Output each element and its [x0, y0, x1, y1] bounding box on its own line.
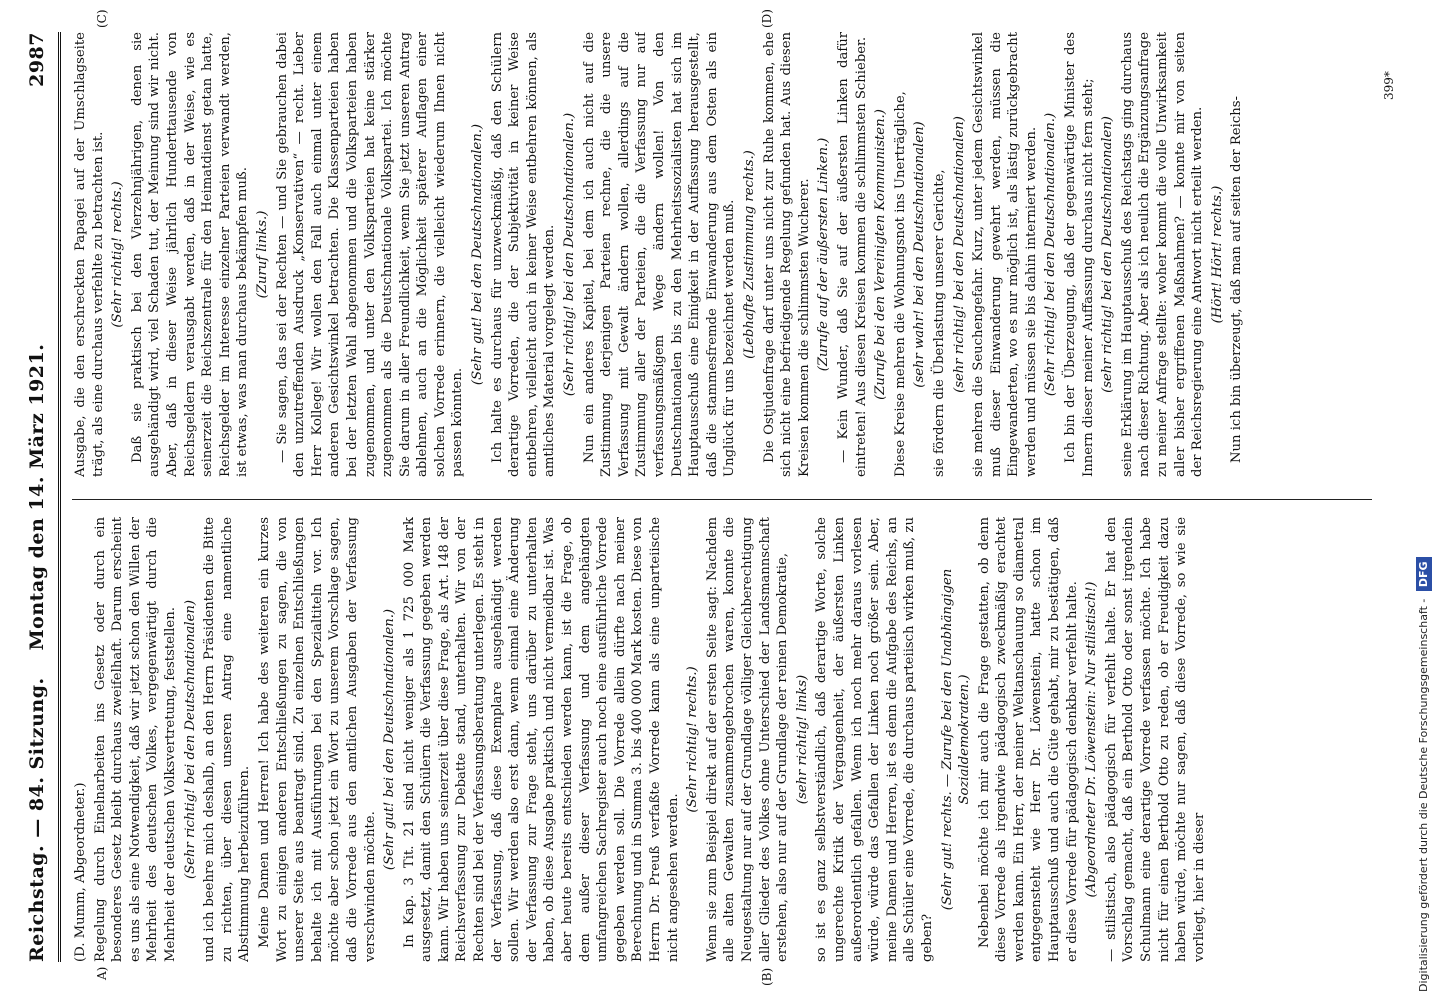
- interjection: (Zuruf links.): [254, 210, 270, 299]
- interjection: (Zurufe bei den Vereinigten Kommunisten.): [873, 109, 889, 400]
- paragraph: Ich halte es durchaus für unzweckmäßig, daß den Schülern derartige Vorreden, die der Subjektivität in keiner Weise entbehren, vielleicht auch in keiner Weise entbehren können, als amtliches Material vorgelegt werden.: [489, 32, 558, 477]
- paragraph: — Sie sagen, das sei der Rechten — und Sie gebrauchen dabei den unzutreffenden Ausdruck „Konservativen“ — recht. Lieber Herr Kollege! Wir wollen den Fall auch einmal unter einem anderen Gesichtswinkel betrachten. Die Klassenparteien haben bei der letzten Wahl abgenommen und die Volksparteien haben zugenommen, und unter den Volksparteien hat keine stärker zugenommen als die Deutschnationale Volkspartei. Ich möchte Sie darum in aller Freundlichkeit, wenn Sie jetzt unseren Antrag ablehnen, auch an die Möglichkeit späterer Auflagen einer solchen Vorrede erinnern, die vielleicht wiederum Ihnen nicht passen könnten.: [274, 32, 466, 477]
- header-session-title: Reichstag. — 84. Sitzung.: [26, 677, 48, 962]
- paragraph: Nun ich bin überzeugt, daß man auf seiten der Reichs-: [1229, 96, 1245, 463]
- interjection: (Zurufe auf der äußersten Linken.): [816, 137, 832, 372]
- header-date: Montag den 14. März 1921.: [26, 343, 48, 651]
- page-header: [18, 32, 61, 962]
- paragraph: und ich beehre mich deshalb, an den Herrn Präsidenten die Bitte zu richten, über diesen unseren Antrag eine namentliche Abstimmung herbeizuführen.: [202, 517, 253, 962]
- interjection: (Sehr richtig! bei den Deutschnationalen): [182, 599, 198, 880]
- interjection: (Sehr richtig! rechts.): [110, 181, 126, 328]
- text-column-left: [72, 517, 1372, 962]
- interjection: (sehr richtig! bei den Deutschnationalen): [951, 116, 967, 393]
- paragraph: In Kap. 3 Tit. 21 sind nicht weniger als 1 725 000 Mark ausgesetzt, damit den Schülern die Verfassung gegeben werden kann. Wir haben uns seinerzeit über diese Frage, als Art. 148 der Reichsverfassung zur Debatte stand, unterhalten. Wir von der Rechten sind bei der Verfassungsberatung unterlegen. Es steht in der Verfassung, daß diese Exemplare ausgehändigt werden sollen. Wir werden also erst dann, wenn einmal eine Änderung der Verfassung zur Frage steht, uns darüber zu unterhalten haben, ob diese Ausgabe praktisch und nicht vermeidbar ist. Was aber heute bereits entschieden werden kann, ist die Frage, ob dem außer dieser Verfassung und dem angehängten umfangreichen Sachregister auch noch eine ausführliche Vorrede gegeben werden soll. Die Vorrede allein dürfte nach meiner Berechnung und in Summa 3. bis 400 000 Mark kosten. Diese von Herrn Dr. Preuß verfaßte Vorrede kann als eine unparteiische nicht angesehen werden.: [401, 517, 681, 962]
- paragraph: Meine Damen und Herren! Ich habe des weiteren ein kurzes Wort zu einigen anderen Entschließungen zu sagen, die von unserer Seite aus beantragt sind. Zu einzelnen Entschließungen behalte ich mit Ausführungen bei den Spezialtiteln vor. Ich möchte aber schon jetzt ein Wort zu unserem Vorschlage sagen, daß die Vorrede aus den amtlichen Ausgaben der Verfassung verschwinden möchte.: [256, 517, 378, 962]
- credit-text: Digitalisierung gefördert durch die Deutsche Forschungsgemeinschaft -: [1417, 598, 1430, 992]
- digitization-credit-strip: [1414, 0, 1434, 1000]
- margin-marker-d: (D): [760, 9, 774, 28]
- text-column-right: [72, 32, 1372, 477]
- dfg-logo: DFG: [1416, 557, 1432, 591]
- paragraph: so ist es ganz selbstverständlich, daß derartige Worte, solche ungerechte Kritik der Vergangenheit, der äußersten Linken außerordentlich gefallen. Wenn ich noch mehr daraus vorlesen würde, würde das Gefallen der Linken noch größer sein. Aber, meine Damen und Herren, ist es denn die Aufgabe des Reichs, an alle Schüler eine Vorrede, die durchaus parteiisch wirken muß, zu geben?: [814, 517, 935, 962]
- paragraph: Die Ostjudenfrage darf unter uns nicht zur Ruhe kommen, ehe sich nicht eine befriedigende Regelung gefunden hat. Aus diesen Kreisen kommen die schlimmsten Wucherer.: [761, 32, 812, 477]
- interjection: (sehr richtig! bei den Deutschnationalen): [1100, 116, 1116, 393]
- paragraph: Diese Kreise mehren die Wohnungsnot ins Unerträgliche,: [892, 91, 908, 477]
- interjection: (Sehr richtig! rechts.): [685, 666, 701, 813]
- paragraph: Wenn sie zum Beispiel direkt auf der ersten Seite sagt: Nachdem alle alten Gewalten zusammengebrochen waren, konnte die Neugestaltung nur auf der Grundlage völliger Gleichberechtigung aller Glieder des Volkes ohne Unterschied der Landsmannschaft erstehen, also nur auf der Grundlage der reinen Demokratie,: [704, 517, 791, 962]
- margin-marker-a: A): [95, 966, 109, 980]
- paragraph: sie mehren die Seuchengefahr. Kurz, unter jedem Gesichtswinkel muß dieser Einwanderung gewehrt werden, müssen die Eingewanderten, wo es nur möglich ist, als lästig zurückgebracht werden und müssen sie bis dahin interniert werden.: [971, 32, 1039, 477]
- paragraph: Ausgabe, die den erschreckten Papagei auf der Umschlagseite trägt, als eine durchaus verfehlte zu betrachten ist.: [73, 32, 106, 477]
- paragraph: Daß sie praktisch bei den Vierzehnjährigen, denen sie ausgehändigt wird, viel Schaden tut, der Meinung sind wir nicht. Aber, daß in dieser Weise jährlich Hunderttausende von Reichsgeldern verausgabt werden, daß in der Weise, wie es seinerzeit die Reichszentrale für den Heimatdienst getan hatte, Reichsgelder im Interesse einzelner Parteien verwandt werden, ist etwas, was man durchaus bekämpfen muß.: [129, 32, 251, 477]
- interjection: (Sehr gut! bei den Deutschnationalen.): [470, 123, 486, 386]
- interjection: (Hört! Hört! rechts.): [1209, 185, 1225, 324]
- interjection: (Sehr richtig! bei den Deutschnationalen.): [1043, 112, 1059, 397]
- margin-marker-b: (B): [760, 967, 774, 986]
- interjection: (Sehr gut! bei den Deutschnationalen.): [382, 608, 398, 871]
- interjection: (Lebhafte Zustimmung rechts.): [741, 150, 757, 359]
- interjection: (Sehr richtig! bei den Deutschnationalen.): [562, 112, 578, 397]
- interjection: (sehr wahr! bei den Deutschnationalen): [912, 121, 928, 388]
- header-page-number: 2987: [26, 32, 48, 87]
- paragraph: — Kein Wunder, daß Sie auf der äußersten Linken dafür eintreten! Aus diesen Kreisen kommen die schlimmsten Schieber.: [835, 32, 869, 477]
- interjection: (Sehr gut! rechts. — Zurufe bei den Unabhängigen Sozialdemokraten.): [939, 568, 973, 911]
- margin-marker-c: (C): [95, 9, 109, 28]
- paragraph: Nun ein anderes Kapitel, bei dem ich auch nicht auf die Zustimmung derjenigen Parteien rechne, die die unsere Verfassung mit Gewalt ändern wollen, allerdings auf die Zustimmung aller der Parteien, die die Verfassung nur auf verfassungsmäßigem Wege ändern wollen! Von den Deutschnationalen bis zu den Mehrheitssozialisten hat sich im Hauptausschuß eine Einigkeit in der Auffassung herausgestellt, daß die stammesfremde Einwanderung aus dem Osten als ein Unglück für uns bezeichnet werden muß.: [581, 32, 738, 477]
- interjection: (sehr richtig! links): [794, 674, 810, 805]
- paragraph: sie fördern die Überlastung unserer Gerichte,: [931, 169, 947, 477]
- column-divider: [72, 499, 1372, 500]
- page-signature: 399*: [1382, 71, 1396, 100]
- paragraph: Regelung durch Einelnarbeiten ins Gesetz oder durch ein besonderes Gesetz bleibt durchaus zweifelhaft. Darum erscheint es uns als eine Notwendigkeit, daß wir jetzt schon den Willen der Mehrheit des deutschen Volkes, vergegenwärtigt durch die Mehrheit der deutschen Volksvertretung, feststellen.: [92, 517, 178, 962]
- paragraph: — stilistisch, also pädagogisch für verfehlt halte. Er hat den Vorschlag gemacht, daß ein Berthold Otto oder sonst irgendein Schulmann eine derartige Vorrede verfassen möchte. Ich habe nicht für einen Berthold Otto zu reden, ob er Freudigkeit dazu haben würde, möchte nur sagen, daß diese Vorrede, so wie sie vorliegt, hier in dieser: [1103, 517, 1207, 962]
- paragraph: Nebenbei möchte ich mir auch die Frage gestatten, ob denn diese Vorrede als irgendwie pädagogisch zweckmäßig erachtet werden kann. Ein Herr, der meiner Weltanschauung so diametral entgegensteht wie Herr Dr. Löwenstein, hatte schon im Hauptausschuß und auch die Güte gehabt, mir zu bestätigen, daß er diese Vorrede für pädagogisch denkbar verfehlt halte.: [976, 517, 1080, 962]
- interjection: (Abgeordneter Dr. Löwenstein: Nur stilistisch!): [1084, 581, 1100, 898]
- paragraph: seine Erklärung im Hauptausschuß des Reichstags ging durchaus nach dieser Richtung. Aber als ich neulich die Ergänzungsanfrage zu meiner Anfrage stellte: woher kommt die volle Unwirksamkeit aller bisher ergriffenen Maßnahmen? — konnte mir von seiten der Reichsregierung eine Antwort nicht erteilt werden.: [1119, 32, 1206, 477]
- paragraph: (D. Mumm, Abgeordneter.): [73, 782, 88, 962]
- paragraph: Ich bin der Überzeugung, daß der gegenwärtige Minister des Innern dieser meiner Auffassung durchaus nicht fern steht;: [1063, 32, 1096, 477]
